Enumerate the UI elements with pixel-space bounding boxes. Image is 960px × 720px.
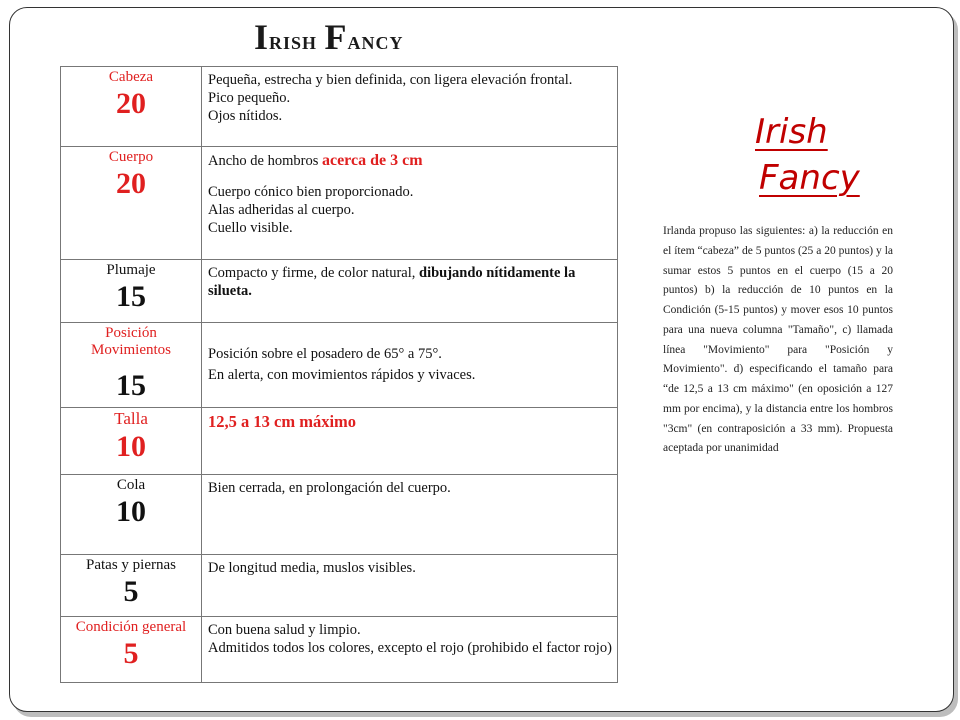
desc-line: Cuello visible. <box>208 220 293 237</box>
row-score: 10 <box>116 429 146 463</box>
desc-cell <box>202 555 618 617</box>
side-paragraph: Irlanda propuso las siguientes: a) la reducción en el ítem “cabeza” de 5 puntos (25 a 20 puntos) y la sumar estos 5 puntos en el cuerpo (15 a 20 puntos) b) la reducción de 10 puntos en la Condición (5-15 puntos) y mover esos 10 puntos para una nueva columna "Tamaño", c) llamada línea "Movimiento" para "Posición y Movimiento". d) especificando el tamaño para “de 12,5 a 13 cm máximo" (en oposición a 127 mm por encima), y la distancia entre los hombros "3cm" (en contraposición a 33 mm). Propuesta aceptada por unanimidad <box>663 225 893 455</box>
score-cell <box>61 555 202 617</box>
score-cell <box>61 67 202 147</box>
desc-line <box>208 151 617 171</box>
desc-line: Pico pequeño. <box>208 90 291 107</box>
row-label: Cola <box>116 477 146 493</box>
desc-cell <box>202 260 618 323</box>
desc-line: De longitud media, muslos visibles. <box>208 560 416 576</box>
row-label: Patas y piernas <box>86 557 176 573</box>
desc-cell <box>202 408 618 475</box>
title-rest-1: rish <box>269 26 318 55</box>
row-label: Condición general <box>75 619 187 635</box>
table-row <box>61 408 618 475</box>
row-label: Cuerpo <box>108 149 154 165</box>
table-row <box>61 555 618 617</box>
table-title <box>254 16 404 58</box>
desc-line: Alas adheridas al cuerpo. <box>208 202 355 219</box>
desc-line: Cuerpo cónico bien proporcionado. <box>208 184 414 200</box>
side-title-line-1: Irish <box>755 112 828 152</box>
title-initial-2: F <box>324 17 348 57</box>
desc-cell <box>202 67 618 147</box>
row-score: 15 <box>116 279 146 313</box>
row-score: 20 <box>116 166 146 200</box>
desc-cell <box>202 617 618 683</box>
row-score: 5 <box>123 636 139 670</box>
desc-line: Ojos nítidos. <box>208 108 283 125</box>
desc-cell <box>202 323 618 408</box>
row-score: 5 <box>123 574 139 608</box>
row-label: Talla <box>114 409 148 428</box>
table-row <box>61 147 618 260</box>
row-score: 10 <box>116 494 146 528</box>
desc-line: Bien cerrada, en prolongación del cuerpo. <box>208 480 451 496</box>
desc-line: Con buena salud y limpio. <box>208 622 361 638</box>
desc-cell <box>202 147 618 260</box>
desc-cell <box>202 475 618 555</box>
table-row <box>61 260 618 323</box>
score-cell <box>61 147 202 260</box>
desc-text: Compacto y firme, de color natural, <box>208 265 419 281</box>
row-label: Plumaje <box>106 262 156 278</box>
desc-line: En alerta, con movimientos rápidos y vivaces. <box>208 367 476 384</box>
title-initial-1: I <box>254 17 270 57</box>
table-row <box>61 323 618 408</box>
desc-highlight: acerca de 3 cm <box>321 152 423 169</box>
title-rest-2: ancy <box>347 26 404 55</box>
row-label: Posición Movimientos <box>90 325 171 358</box>
row-score: 20 <box>116 86 146 120</box>
score-cell <box>61 408 202 475</box>
score-cell <box>61 260 202 323</box>
table-row <box>61 617 618 683</box>
side-title <box>755 110 860 202</box>
score-cell <box>61 323 202 408</box>
desc-text: Ancho de hombros <box>208 153 322 169</box>
row-label: Cabeza <box>108 69 154 85</box>
side-title-line-2: Fancy <box>759 157 860 198</box>
desc-line: Admitidos todos los colores, excepto el rojo (prohibido el factor rojo) <box>208 640 612 657</box>
table-row <box>61 67 618 147</box>
desc-highlight: 12,5 a 13 cm máximo <box>208 412 357 431</box>
desc-line: Pequeña, estrecha y bien definida, con ligera elevación frontal. <box>208 72 573 88</box>
table-row <box>61 475 618 555</box>
score-cell <box>61 475 202 555</box>
standard-table <box>60 66 618 683</box>
desc-line: Posición sobre el posadero de 65° a 75°. <box>208 346 442 362</box>
desc-bold: dibujando nítidamente la silueta. <box>208 265 576 300</box>
row-score: 15 <box>116 369 146 402</box>
score-cell <box>61 617 202 683</box>
